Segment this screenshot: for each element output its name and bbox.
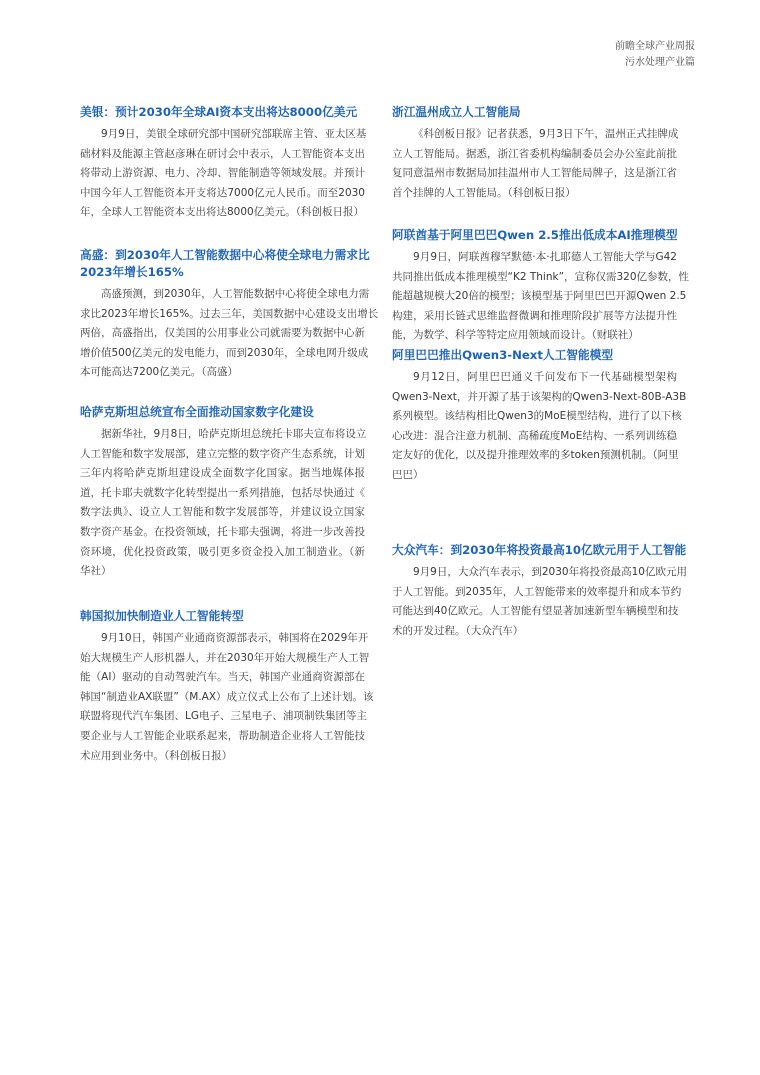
article-body [80, 125, 365, 223]
article-title-line: 哈萨克斯坦总统宣布全面推动国家数字化建设 [80, 405, 314, 419]
article-body-line: 于人工智能。到2035年，人工智能带来的效率提升和成本节约 [392, 585, 682, 598]
article-title [392, 347, 677, 364]
article-body-line: 中国今年人工智能资本开支将达7000亿元人民币。而至2030 [80, 186, 365, 199]
article-body [392, 125, 677, 203]
article-body-line: 韩国“制造业AX联盟”（M.AX）成立仪式上公布了上述计划。该 [80, 690, 374, 703]
article-body [80, 629, 374, 766]
article-body-line: 增价值500亿美元的发电能力，而到2030年，全球电网升级成 [80, 346, 369, 359]
report-subtitle: 污水处理产业篇 [625, 57, 695, 68]
article-body-line: 术的开发过程。（大众汽车） [392, 624, 524, 637]
article-title [80, 404, 365, 421]
article-body-line: 9月12日，阿里巴巴通义千问发布下一代基础模型架构 [413, 371, 677, 383]
article-body-line: 立人工智能局。据悉，浙江省委机构编制委员会办公室此前批 [392, 147, 677, 160]
article-body-line: Qwen3-Next，并开源了基于该架构的Qwen3-Next-80B-A3B [392, 390, 687, 403]
article-body-line: 高盛预测，到2030年，人工智能数据中心将使全球电力需 [101, 288, 370, 300]
article-body-line: 年，全球人工智能资本支出将达8000亿美元。（科创板日报） [80, 206, 364, 219]
article-body-line: 首个挂牌的人工智能局。（科创板日报） [392, 186, 576, 199]
article-body-line: 联盟将现代汽车集团、LG电子、三星电子、浦项制铁集团等主 [80, 710, 367, 723]
article-body [392, 563, 687, 641]
news-article-kazakhstan-digital [80, 404, 365, 582]
article-body-line: 要企业与人工智能企业联系起来，帮助制造企业将人工智能技 [80, 729, 365, 742]
article-title [392, 104, 677, 121]
article-body-line: 9月9日，大众汽车表示，到2030年将投资最高10亿欧元用 [413, 566, 687, 578]
article-body-line: 9月9日，阿联酋穆罕默德·本·扎耶德人工智能大学与G42 [413, 251, 677, 263]
article-title [392, 227, 677, 244]
report-title: 前瞻全球产业周报 [615, 41, 695, 52]
article-body-line: 术应用到业务中。（科创板日报） [80, 749, 233, 762]
article-title-line: 高盛：到2030年人工智能数据中心将使全球电力需求比 [80, 248, 370, 262]
article-body-line: 人工智能和数字发展部，建立完整的数字资产生态系统，计划 [80, 447, 365, 460]
article-body-line: 础材料及能源主管赵彦琳在研讨会中表示，人工智能资本支出 [80, 147, 365, 160]
article-body [80, 425, 365, 582]
article-body-line: 9月9日，美银全球研究部中国研究部联席主管、亚太区基 [101, 128, 367, 140]
news-article-wenzhou-ai-bureau [392, 104, 677, 203]
article-body-line: 《科创板日报》记者获悉，9月3日下午，温州正式挂牌成 [413, 128, 679, 140]
article-body [80, 285, 379, 383]
article-title-line: 大众汽车：到2030年将投资最高10亿欧元用于人工智能 [392, 543, 687, 557]
article-body-line: 华社） [80, 565, 112, 578]
article-body-line: 本可能高达7200亿美元。（高盛） [80, 366, 238, 379]
article-title-line: 韩国拟加快制造业人工智能转型 [80, 609, 244, 623]
article-title-line: 2023年增长165% [80, 265, 184, 279]
article-body-line: 能超越规模大20倍的模型；该模型基于阿里巴巴开源Qwen 2.5 [392, 290, 687, 303]
article-body-line: 资环境，优化投资政策，吸引更多资金投入加工制造业。（新 [80, 545, 365, 558]
article-body-line: 能（AI）驱动的自动驾驶汽车。当天，韩国产业通商资源部在 [80, 671, 365, 684]
article-body-line: 能，为数学、科学等特定应用领域而设计。（财联社） [392, 329, 639, 342]
page-header [615, 39, 695, 71]
news-article-goldman-power-demand [80, 247, 379, 383]
article-body [392, 248, 690, 346]
article-body-line: 三年内将哈萨克斯坦建设成全面数字化国家。据当地媒体报 [80, 467, 365, 480]
article-title [80, 247, 370, 281]
article-body-line: 数字法典》、设立人工智能和数字发展部等，并建议设立国家 [80, 506, 365, 519]
article-title-line: 阿联酋基于阿里巴巴Qwen 2.5推出低成本AI推理模型 [392, 228, 678, 242]
article-body [392, 368, 687, 486]
article-body-line: 求比2023年增长165%。过去三年，美国数据中心建设支出增长 [80, 307, 379, 320]
article-body-line: 心改进：混合注意力机制、高稀疏度MoE结构、一系列训练稳 [392, 429, 677, 442]
article-title-line: 阿里巴巴推出Qwen3-Next人工智能模型 [392, 348, 614, 362]
news-article-uae-k2-think [392, 227, 690, 346]
article-body-line: 复同意温州市数据局加挂温州市人工智能局牌子，这是浙江省 [392, 167, 677, 180]
article-body-line: 9月10日，韩国产业通商资源部表示，韩国将在2029年开 [101, 632, 369, 644]
article-body-line: 共同推出低成本推理模型“K2 Think”，宣称仅需320亿参数，性 [392, 270, 690, 283]
article-title [392, 542, 687, 559]
article-body-line: 系列模型。该结构相比Qwen3的MoE模型结构，进行了以下核 [392, 410, 682, 423]
article-body-line: 构建，采用长链式思维监督微调和推理阶段扩展等方法提升性 [392, 309, 677, 322]
article-body-line: 据新华社，9月8日，哈萨克斯坦总统托卡耶夫宣布将设立 [101, 428, 367, 440]
article-body-line: 巴巴） [392, 468, 424, 481]
article-title [80, 104, 365, 121]
article-body-line: 两倍，高盛指出，仅美国的公用事业公司就需要为数据中心新 [80, 327, 365, 340]
news-article-bofa-ai-capex [80, 104, 365, 223]
article-title [80, 608, 365, 625]
article-body-line: 定友好的优化，以及提升推理效率的多token预测机制。（阿里 [392, 449, 679, 462]
news-article-alibaba-qwen3-next [392, 347, 687, 486]
article-title-line: 美银：预计2030年全球AI资本支出将达8000亿美元 [80, 105, 358, 119]
article-title-line: 浙江温州成立人工智能局 [392, 105, 521, 119]
article-body-line: 可能达到40亿欧元。人工智能有望显著加速新型车辆模型和技 [392, 605, 679, 618]
news-article-volkswagen-ai-investment [392, 542, 687, 641]
article-body-line: 道，托卡耶夫就数字化转型提出一系列措施，包括尽快通过《 [80, 486, 365, 499]
news-article-korea-manufacturing-ai [80, 608, 374, 766]
article-body-line: 将带动上游资源、电力、冷却、智能制造等领域发展。并预计 [80, 167, 365, 180]
article-body-line: 始大规模生产人形机器人，并在2030年开始大规模生产人工智 [80, 651, 370, 664]
article-body-line: 数字资产基金。在投资领域，托卡耶夫强调，将进一步改善投 [80, 525, 365, 538]
